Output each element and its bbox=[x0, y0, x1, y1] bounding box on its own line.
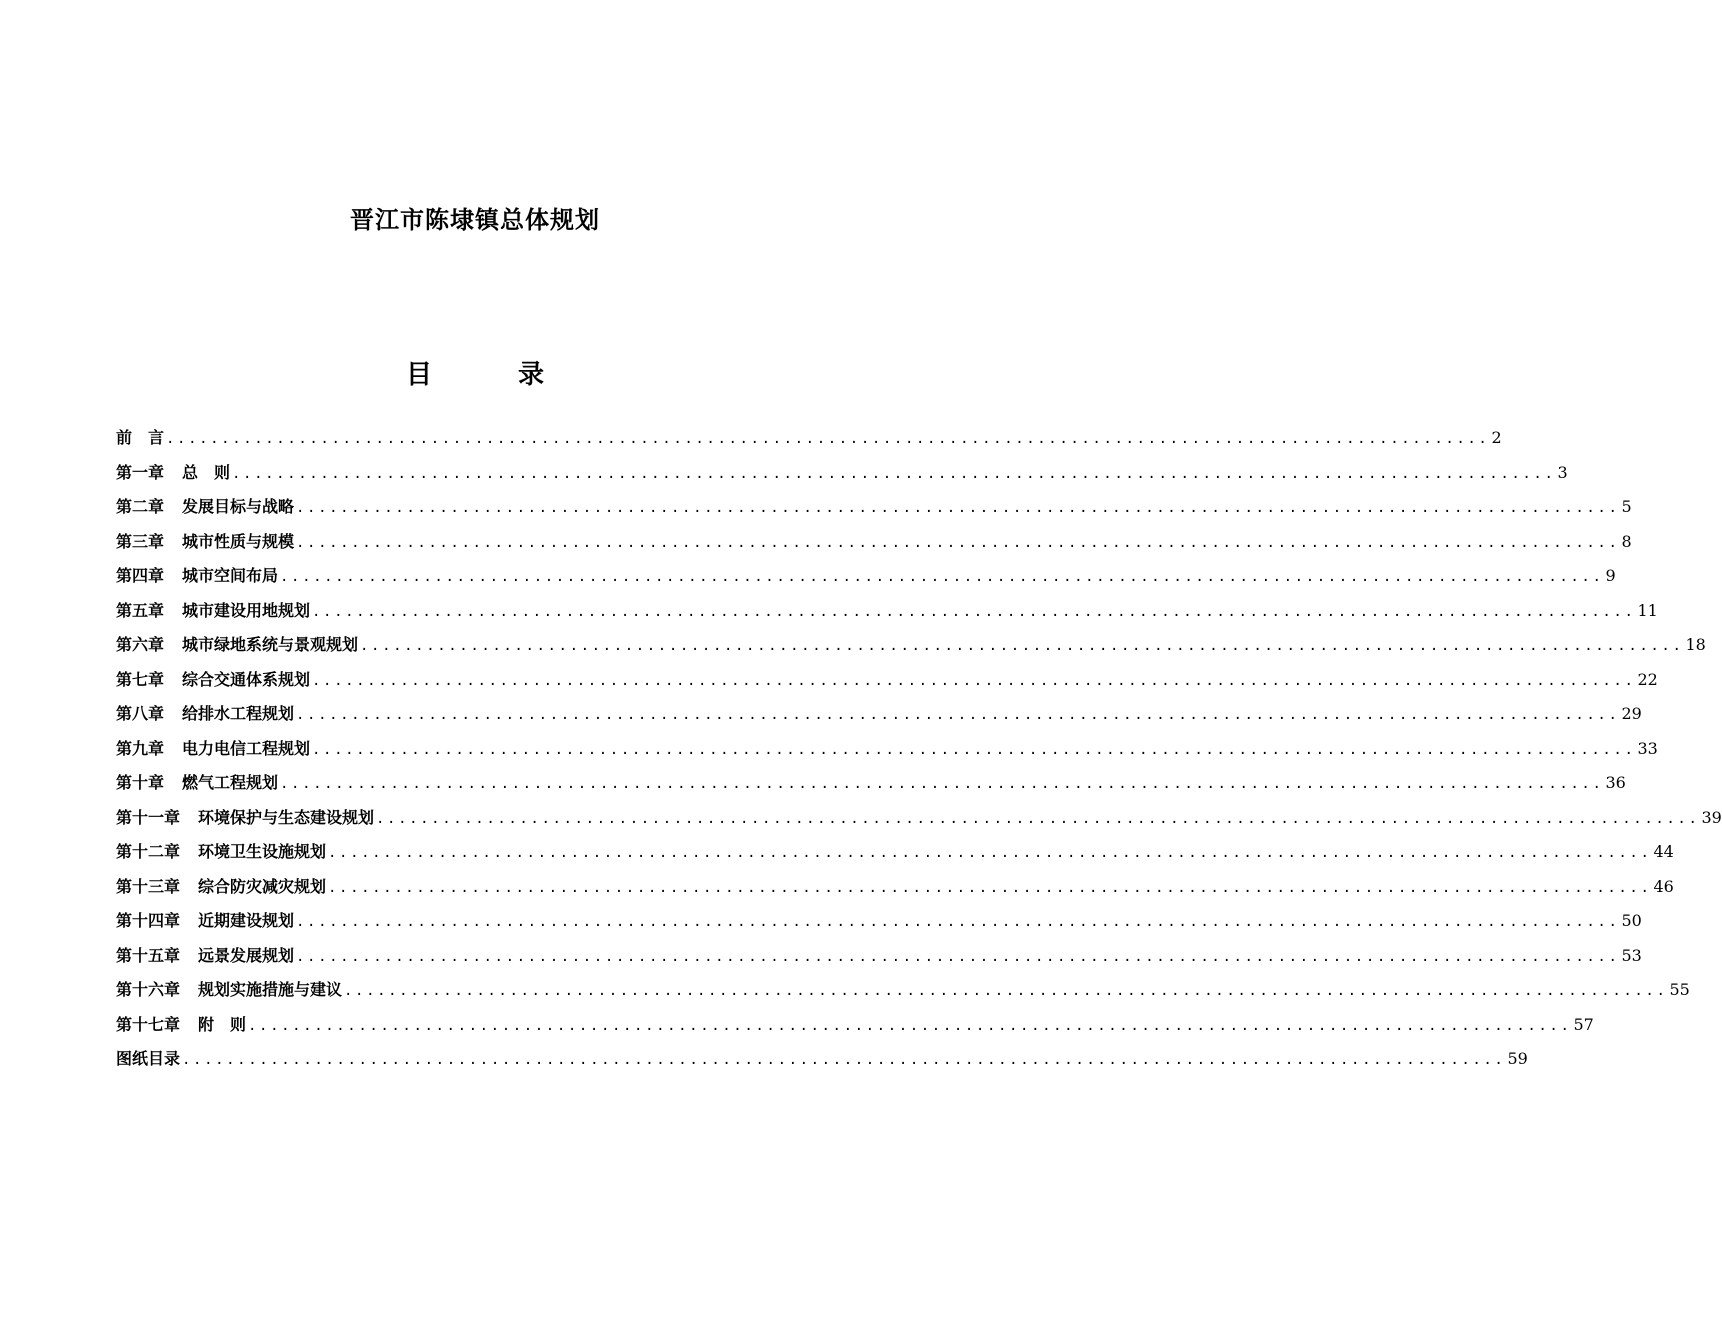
toc-chapter-label: 第十七章 bbox=[116, 1014, 181, 1034]
toc-leader-dots: ........................................................................................................................ bbox=[280, 569, 1604, 585]
toc-chapter-title: 环境保护与生态建设规划 bbox=[198, 807, 375, 827]
toc-chapter-title: 城市绿地系统与景观规划 bbox=[182, 635, 359, 654]
toc-entry[interactable] bbox=[116, 1045, 1528, 1080]
toc-chapter-label: 第三章 bbox=[116, 531, 165, 551]
toc-chapter-title: 综合防灾减灾规划 bbox=[198, 876, 327, 896]
toc-chapter-title: 给排水工程规划 bbox=[182, 704, 295, 723]
toc-chapter-label: 第九章 bbox=[116, 738, 165, 758]
toc-leader-dots: ........................................................................................................................ bbox=[312, 672, 1636, 689]
toc-chapter-label: 第四章 bbox=[116, 566, 165, 585]
toc-chapter-title: 环境卫生设施规划 bbox=[198, 842, 327, 861]
toc-page-number: 3 bbox=[1557, 462, 1568, 482]
toc-page-number: 53 bbox=[1621, 945, 1642, 965]
toc-page-number: 5 bbox=[1621, 497, 1632, 516]
toc-chapter-label: 前 言 bbox=[116, 428, 165, 447]
toc-chapter-title: 燃气工程规划 bbox=[182, 773, 279, 792]
toc-leader-dots: ........................................................................................................................ bbox=[280, 776, 1604, 792]
toc-entry[interactable] bbox=[116, 562, 1616, 597]
toc-entry[interactable] bbox=[116, 528, 1632, 563]
toc-leader-dots: ........................................................................................................................ bbox=[328, 879, 1652, 896]
toc-entry[interactable] bbox=[116, 804, 1722, 839]
toc-chapter-title: 近期建设规划 bbox=[198, 911, 295, 930]
toc-entry[interactable] bbox=[116, 976, 1690, 1011]
toc-heading: 目 录 bbox=[405, 360, 574, 390]
toc-page-number: 44 bbox=[1653, 842, 1674, 861]
toc-chapter-title: 发展目标与战略 bbox=[182, 497, 295, 516]
toc-entry[interactable] bbox=[116, 666, 1658, 701]
toc-leader-dots: ........................................................................................................................ bbox=[232, 465, 1556, 482]
toc-entry[interactable] bbox=[116, 700, 1642, 735]
toc-page-number: 57 bbox=[1573, 1014, 1594, 1034]
toc-chapter-label: 第十四章 bbox=[116, 911, 181, 930]
toc-leader-dots: ........................................................................................................................ bbox=[312, 741, 1636, 758]
toc-entry[interactable] bbox=[116, 493, 1632, 528]
toc-leader-dots: ........................................................................................................................ bbox=[376, 810, 1700, 827]
toc-chapter-title: 规划实施措施与建议 bbox=[198, 980, 343, 999]
toc-chapter-label: 第十六章 bbox=[116, 980, 181, 999]
toc-leader-dots: ........................................................................................................................ bbox=[182, 1052, 1506, 1068]
toc-chapter-title: 附 则 bbox=[198, 1014, 247, 1034]
toc-page-number: 55 bbox=[1669, 980, 1690, 999]
toc-page-number: 2 bbox=[1491, 428, 1502, 447]
toc-entry[interactable] bbox=[116, 424, 1502, 459]
toc-page-number: 11 bbox=[1637, 600, 1658, 620]
toc-leader-dots: ........................................................................................................................ bbox=[296, 707, 1620, 723]
toc-leader-dots: ........................................................................................................................ bbox=[296, 914, 1620, 930]
toc-entry[interactable] bbox=[116, 459, 1568, 494]
toc-chapter-label: 第七章 bbox=[116, 669, 165, 689]
toc-entry[interactable] bbox=[116, 907, 1642, 942]
toc-entry[interactable] bbox=[116, 597, 1658, 632]
toc-chapter-label: 第十章 bbox=[116, 773, 165, 792]
toc-chapter-title: 城市性质与规模 bbox=[182, 531, 295, 551]
toc-page-number: 39 bbox=[1701, 807, 1722, 827]
toc-chapter-label: 第十五章 bbox=[116, 945, 181, 965]
document-title: 晋江市陈埭镇总体规划 bbox=[350, 206, 600, 234]
toc-leader-dots: ........................................................................................................................ bbox=[296, 948, 1620, 965]
toc-leader-dots: ........................................................................................................................ bbox=[296, 534, 1620, 551]
toc-chapter-title: 远景发展规划 bbox=[198, 945, 295, 965]
toc-chapter-label: 第二章 bbox=[116, 497, 165, 516]
toc-chapter-label: 第五章 bbox=[116, 600, 165, 620]
toc-chapter-title: 总 则 bbox=[182, 462, 231, 482]
toc-page-number: 9 bbox=[1605, 566, 1616, 585]
toc-page-number: 36 bbox=[1605, 773, 1626, 792]
toc-page-number: 50 bbox=[1621, 911, 1642, 930]
toc-chapter-title: 电力电信工程规划 bbox=[182, 738, 311, 758]
toc-chapter-label: 第八章 bbox=[116, 704, 165, 723]
toc-page-number: 22 bbox=[1637, 669, 1658, 689]
toc-chapter-label: 第十二章 bbox=[116, 842, 181, 861]
toc-page-number: 29 bbox=[1621, 704, 1642, 723]
toc-entry[interactable] bbox=[116, 1011, 1594, 1046]
toc-chapter-label: 第六章 bbox=[116, 635, 165, 654]
toc-page-number: 59 bbox=[1507, 1049, 1528, 1068]
toc-chapter-title: 城市建设用地规划 bbox=[182, 600, 311, 620]
toc-chapter-label: 第一章 bbox=[116, 462, 165, 482]
toc-page-number: 33 bbox=[1637, 738, 1658, 758]
toc-leader-dots: ........................................................................................................................ bbox=[166, 431, 1490, 447]
toc-entry[interactable] bbox=[116, 735, 1658, 770]
toc-leader-dots: ........................................................................................................................ bbox=[344, 983, 1668, 999]
toc-chapter-title: 城市空间布局 bbox=[182, 566, 279, 585]
toc-chapter-label: 图纸目录 bbox=[116, 1049, 181, 1068]
toc-entry[interactable] bbox=[116, 942, 1642, 977]
toc-entry[interactable] bbox=[116, 838, 1674, 873]
toc-page-number: 46 bbox=[1653, 876, 1674, 896]
toc-leader-dots: ........................................................................................................................ bbox=[360, 638, 1684, 654]
toc-leader-dots: ........................................................................................................................ bbox=[312, 603, 1636, 620]
toc-chapter-title: 综合交通体系规划 bbox=[182, 669, 311, 689]
toc-chapter-label: 第十三章 bbox=[116, 876, 181, 896]
toc-leader-dots: ........................................................................................................................ bbox=[248, 1017, 1572, 1034]
toc-entry[interactable] bbox=[116, 873, 1674, 908]
toc-entry[interactable] bbox=[116, 769, 1626, 804]
toc-page-number: 18 bbox=[1685, 635, 1706, 654]
toc-leader-dots: ........................................................................................................................ bbox=[296, 500, 1620, 516]
toc-entry[interactable] bbox=[116, 631, 1706, 666]
table-of-contents bbox=[116, 424, 1722, 1080]
toc-chapter-label: 第十一章 bbox=[116, 807, 181, 827]
toc-page-number: 8 bbox=[1621, 531, 1632, 551]
toc-leader-dots: ........................................................................................................................ bbox=[328, 845, 1652, 861]
